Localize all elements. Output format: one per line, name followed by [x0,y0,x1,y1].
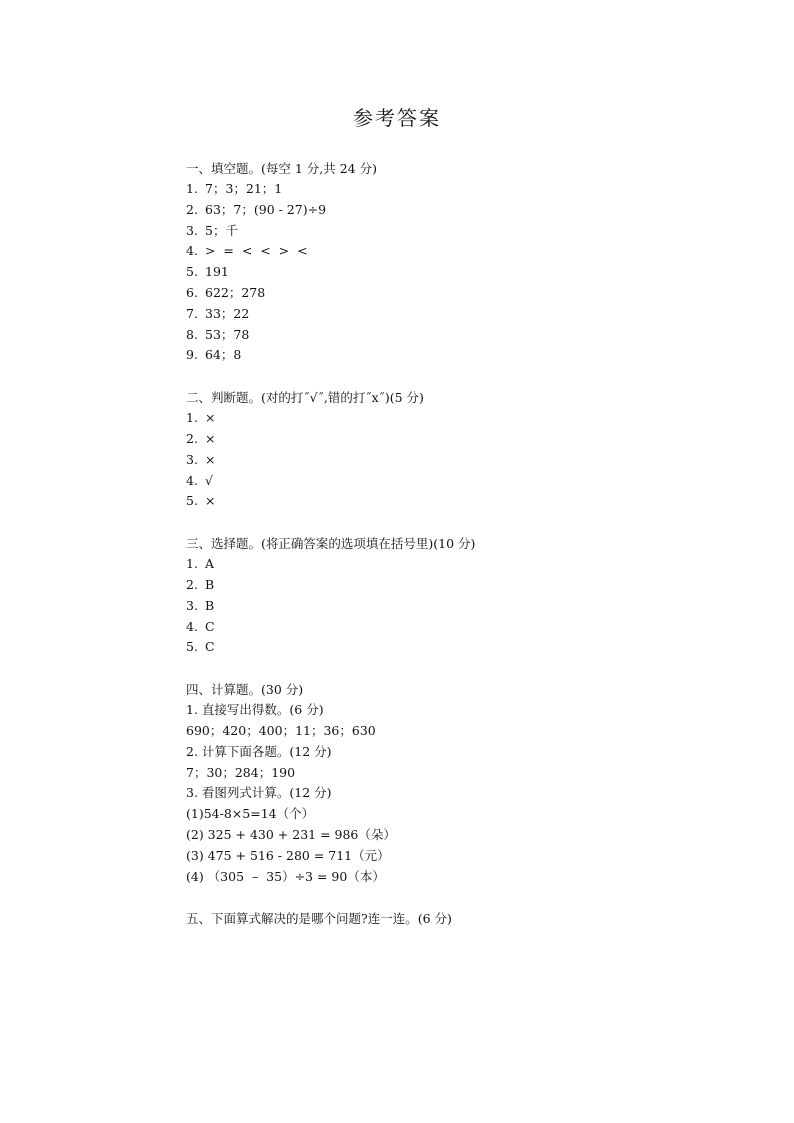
answer-text: 191 [205,264,229,280]
answer-text: × [205,451,216,467]
answer-line [186,241,746,262]
answer-text: C [205,618,215,634]
answer-number: 5. [186,493,198,509]
answer-number: 3. [186,451,198,467]
answer-line [186,617,746,638]
answer-text: 2. 计算下面各题。(12 分) [186,743,332,759]
answer-line [186,783,746,804]
answer-text: B [205,597,215,613]
answer-line [186,179,746,200]
answer-text: 3. 看图列式计算。(12 分) [186,785,332,801]
answer-number: 4. [186,472,198,488]
answer-line [186,804,746,825]
answer-section [186,908,746,929]
answer-text: 63；7；(90 - 27)÷9 [205,201,327,217]
answer-number: 1. [186,556,198,572]
section-heading: 二、判断题。(对的打˝√˝,错的打˝x˝)(5 分) [186,390,424,406]
answer-section [186,158,746,366]
answer-text: 53；78 [205,326,250,342]
answer-number: 4. [186,618,198,634]
answer-text: 7；30；284；190 [186,764,296,780]
answer-line [186,200,746,221]
answer-text: 690；420；400；11；36；630 [186,722,376,738]
answer-line [186,221,746,242]
answer-line [186,742,746,763]
answer-number: 7. [186,305,198,321]
answer-text: × [205,430,216,446]
answer-line [186,283,746,304]
section-heading: 四、计算题。(30 分) [186,682,304,698]
answer-text: 7；3；21；1 [205,181,283,196]
answer-line [186,867,746,888]
answer-number: 2. [186,201,198,217]
answer-number: 1. [186,410,198,426]
answer-content [186,158,746,950]
answer-line [186,491,746,512]
answer-text: 1. 直接写出得数。(6 分) [186,702,324,718]
answer-number: 9. [186,347,198,363]
answer-number: 3. [186,597,198,613]
answer-line [186,408,746,429]
answer-text: B [205,576,215,592]
answer-number: 5. [186,639,198,655]
answer-line [186,575,746,596]
answer-number: 2. [186,430,198,446]
answer-text: 5；千 [205,222,238,238]
answer-section [186,387,746,512]
answer-section [186,679,746,887]
answer-number: 6. [186,284,198,300]
answer-number: 3. [186,222,198,238]
answer-text: √ [205,472,213,488]
answer-text: C [205,639,215,655]
section-heading: 五、下面算式解决的是哪个问题?连一连。(6 分) [186,911,452,927]
section-heading: 一、填空题。(每空 1 分,共 24 分) [186,161,377,176]
answer-text: × [205,410,216,426]
answer-number: 2. [186,576,198,592]
answer-line [186,596,746,617]
answer-line [186,450,746,471]
answer-text: 64；8 [205,347,242,363]
section-heading: 三、选择题。(将正确答案的选项填在括号里)(10 分) [186,536,476,552]
answer-line [186,700,746,721]
answer-text: (3) 475 + 516 - 280 = 711（元） [186,847,390,863]
answer-line [186,825,746,846]
answer-number: 4. [186,243,198,259]
answer-section [186,533,746,658]
answer-text: × [205,493,216,509]
answer-line [186,471,746,492]
answer-text: (4) （305 – 35）÷3 = 90（本） [186,868,385,884]
answer-number: 1. [186,181,198,196]
answer-line [186,721,746,742]
answer-text: 33；22 [205,305,250,321]
answer-text: (1)54-8×5=14（个） [186,806,315,822]
answer-line [186,763,746,784]
answer-line [186,846,746,867]
answer-line [186,345,746,366]
answer-number: 5. [186,264,198,280]
answer-text: 622；278 [205,284,266,300]
page-title: 参考答案 [353,106,441,130]
answer-number: 8. [186,326,198,342]
answer-line [186,325,746,346]
answer-text: A [205,556,215,572]
answer-line [186,304,746,325]
answer-line [186,637,746,658]
answer-text: (2) 325 + 430 + 231 = 986（朵） [186,826,396,842]
answer-text: > = < < > < [205,243,308,259]
answer-line [186,262,746,283]
answer-line [186,429,746,450]
answer-line [186,554,746,575]
